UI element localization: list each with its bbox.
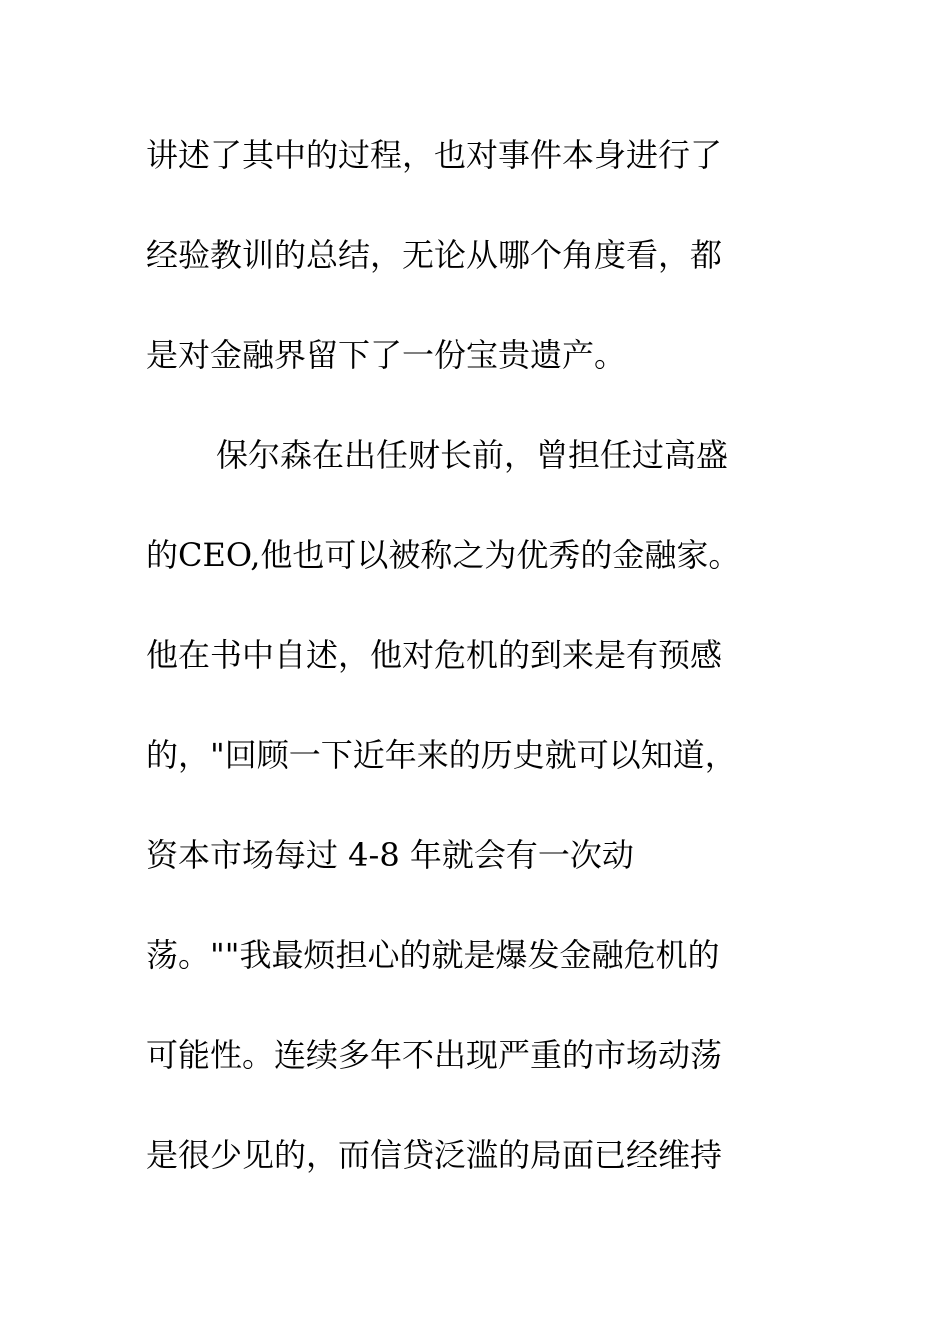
text-line: 荡。""我最烦担心的就是爆发金融危机的 (146, 936, 720, 974)
text-line: 经验教训的总结，无论从哪个角度看，都 (146, 236, 723, 274)
text-line: 是很少见的，而信贷泛滥的局面已经维持 (146, 1136, 723, 1174)
text-line: 可能性。连续多年不出现严重的市场动荡 (146, 1036, 723, 1074)
text-line: 他在书中自述，他对危机的到来是有预感 (146, 636, 723, 674)
text-line: 的CEO,他也可以被称之为优秀的金融家。 (146, 536, 741, 574)
paragraph-first-line: 保尔森在出任财长前，曾担任过高盛 (216, 436, 729, 474)
text-line: 是对金融界留下了一份宝贵遗产。 (146, 336, 627, 374)
text-line: 的，"回顾一下近年来的历史就可以知道， (146, 736, 737, 774)
text-line: 讲述了其中的过程，也对事件本身进行了 (146, 136, 723, 174)
text-line: 资本市场每过 4-8 年就会有一次动 (146, 836, 634, 874)
